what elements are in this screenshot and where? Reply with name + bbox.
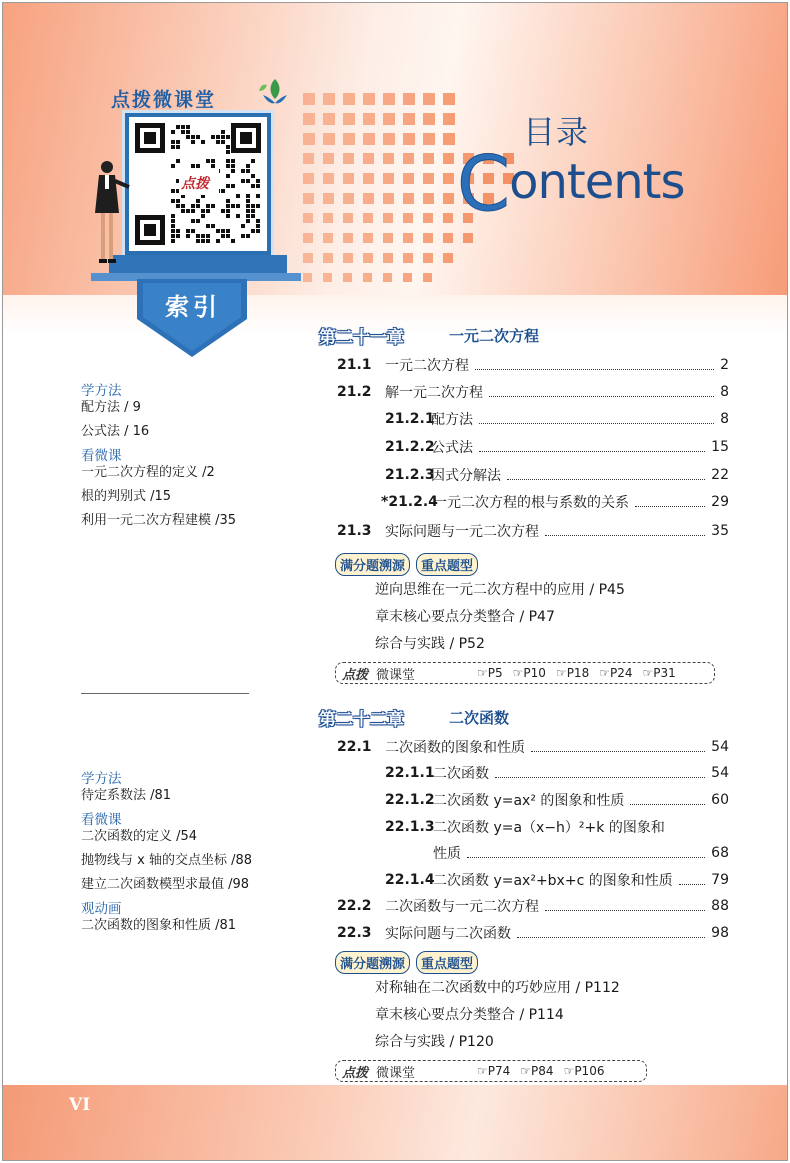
chapter22-title: 二次函数 [449,709,510,727]
toc-page: 68 [711,845,729,861]
tag-key-types: 重点题型 [416,553,478,576]
chapter22-extra[interactable]: 综合与实践 / P120 [375,1034,494,1050]
toc-number: 22.2 [337,898,372,914]
toc-page: 54 [711,765,729,781]
toc-number: 21.2.2 [385,439,435,455]
toc-title: 二次函数 [433,766,489,782]
toc-page: 29 [711,494,729,510]
toc-row[interactable] [337,896,729,916]
index-section-heading: 学方法 [81,771,122,787]
chapter21-tags [335,553,484,576]
toc-title: 二次函数 y=ax² 的图象和性质 [433,793,625,809]
toc-row[interactable] [337,382,729,402]
toc-page: 60 [711,792,729,808]
page-number: VI [69,1095,91,1115]
toc-row[interactable] [337,355,729,375]
toc-title: 配方法 [431,412,473,428]
toc-page: 15 [711,439,729,455]
toc-page: 88 [711,898,729,914]
toc-title: 二次函数 y=a（x−h）²+k 的图象和 [433,820,665,836]
toc-title: 二次函数 y=ax²+bx+c 的图象和性质 [433,873,673,889]
index-entry[interactable]: 配方法 / 9 [81,400,141,415]
toc-title: 二次函数与一元二次方程 [385,899,539,915]
chapter21-extra[interactable]: 逆向思维在一元二次方程中的应用 / P45 [375,582,625,598]
toc-row[interactable] [337,923,729,943]
chapter21-label: 第二十一章 [319,328,404,348]
video-ref-link[interactable]: ☞P5 [477,666,503,680]
toc-number: 22.1.1 [385,765,435,781]
video-ref-link[interactable]: ☞P10 [512,666,546,680]
index-entry[interactable]: 二次函数的定义 /54 [81,829,198,844]
leaf-hands-icon [255,75,295,111]
chapter21-extra[interactable]: 综合与实践 / P52 [375,636,485,652]
teacher-figure-icon [93,159,133,269]
toc-row[interactable] [385,870,729,890]
toc-number: 22.1.3 [385,819,435,835]
qr-stamp: 点拨 [181,176,209,192]
contents-heading: Contents [457,139,685,228]
toc-row[interactable] [385,437,729,457]
toc-title: 实际问题与一元二次方程 [385,524,539,540]
index-entry[interactable]: 根的判别式 /15 [81,489,172,504]
chapter22-weiketang: 点拨 微课堂 ☞P74 ☞P84 ☞P106 [335,1060,647,1082]
toc-title: 二次函数的图象和性质 [385,740,525,756]
page [2,2,788,1161]
toc-row[interactable] [337,521,729,541]
dianbo-logo: 点拨 [342,667,369,683]
mulu-label: 目录 [523,113,590,151]
toc-page: 8 [720,384,729,400]
toc-page: 2 [720,357,729,373]
index-entry[interactable]: 利用一元二次方程建模 /35 [81,513,237,528]
toc-row[interactable] [385,790,729,810]
toc-row[interactable] [385,409,729,429]
toc-title: 解一元二次方程 [385,385,483,401]
toc-title: 因式分解法 [431,468,501,484]
toc-number: 21.2 [337,384,372,400]
chapter21-weiketang: 点拨 微课堂 ☞P5 ☞P10 ☞P18 ☞P24 ☞P31 [335,662,715,684]
toc-row[interactable] [433,843,729,863]
toc-row[interactable] [385,763,729,783]
toc-page: 22 [711,467,729,483]
chapter22-extra[interactable]: 对称轴在二次函数中的巧妙应用 / P112 [375,980,620,996]
toc-number: 22.1 [337,739,372,755]
toc-page: 54 [711,739,729,755]
tag-full-score: 满分题溯源 [335,951,410,974]
toc-number: 22.3 [337,925,372,941]
index-section-heading: 学方法 [81,383,122,399]
video-ref-link[interactable]: ☞P31 [642,666,676,680]
toc-page: 35 [711,523,729,539]
toc-number: 22.1.2 [385,792,435,808]
video-ref-link[interactable]: ☞P74 [477,1064,511,1078]
index-section-heading: 看微课 [81,448,122,464]
index-entry[interactable]: 二次函数的图象和性质 /81 [81,918,237,933]
toc-title: 性质 [433,846,461,862]
toc-number: 21.2.1 [385,411,435,427]
index-section-heading: 观动画 [81,901,122,917]
toc-number: 21.3 [337,523,372,539]
toc-number: 22.1.4 [385,872,435,888]
brand-title: 点拨微课堂 [111,89,217,111]
toc-number: 21.1 [337,357,372,373]
toc-title: 一元二次方程 [385,358,469,374]
video-ref-link[interactable]: ☞P18 [555,666,590,680]
video-ref-link[interactable]: ☞P106 [563,1064,605,1078]
chapter22-label: 第二十二章 [319,710,404,730]
index-entry[interactable]: 公式法 / 16 [81,424,150,439]
index-entry[interactable]: 待定系数法 /81 [81,788,172,803]
chapter21-extra[interactable]: 章末核心要点分类整合 / P47 [375,609,555,625]
tag-key-types: 重点题型 [416,951,478,974]
toc-row[interactable] [385,817,729,837]
toc-title: 公式法 [431,440,473,456]
footer-band [3,1085,787,1160]
video-ref-link[interactable]: ☞P84 [520,1064,554,1078]
chapter21-title: 一元二次方程 [449,327,540,345]
toc-number: 21.2.3 [385,467,435,483]
toc-title: 一元二次方程的根与系数的关系 [433,495,629,511]
index-entry[interactable]: 建立二次函数模型求最值 /98 [81,877,250,892]
toc-row[interactable] [337,737,729,757]
toc-number: *21.2.4 [381,494,438,510]
qr-code-panel[interactable] [125,113,271,255]
toc-row[interactable] [381,492,729,512]
toc-title: 实际问题与二次函数 [385,926,511,942]
toc-page: 8 [720,411,729,427]
chapter22-tags [335,951,484,974]
toc-page: 98 [711,925,729,941]
tag-full-score: 满分题溯源 [335,553,410,576]
toc-row[interactable] [385,465,729,485]
index-entry[interactable]: 一元二次方程的定义 /2 [81,465,215,480]
index-entry[interactable]: 抛物线与 x 轴的交点坐标 /88 [81,853,253,868]
chapter22-extra[interactable]: 章末核心要点分类整合 / P114 [375,1007,564,1023]
index-section-heading: 看微课 [81,812,122,828]
toc-page: 79 [711,872,729,888]
index-label: 索引 [165,293,221,321]
video-ref-link[interactable]: ☞P24 [599,666,633,680]
dianbo-logo: 点拨 [342,1065,369,1081]
